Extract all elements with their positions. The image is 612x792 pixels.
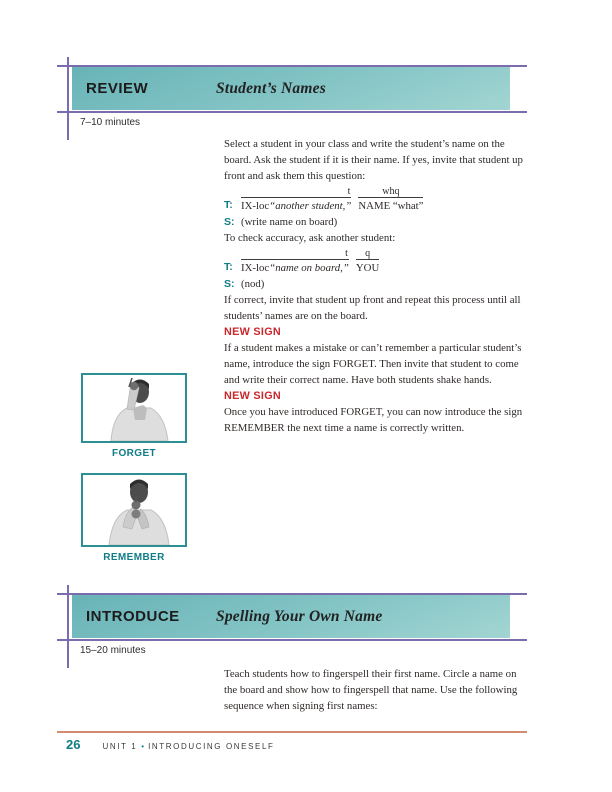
nonmanual-marker: t [347, 186, 351, 197]
introduce-label: INTRODUCE [86, 608, 180, 625]
introduce-duration: 15–20 minutes [80, 645, 146, 656]
photo-frame [81, 473, 187, 547]
student-action: (write name on board) [241, 216, 338, 228]
student-speaker-label: S: [224, 216, 235, 228]
dialogue-teacher-row [224, 248, 524, 275]
footer-meta [102, 742, 274, 751]
photo-frame [81, 373, 187, 443]
dialogue-student-row [224, 277, 524, 292]
paragraph: Select a student in your class and write the student’s name on the board. Ask the student if it is their name. If yes, invite that student up front and ask them this question: [224, 138, 523, 182]
footer-rule [57, 731, 527, 733]
review-section-bar [72, 67, 510, 110]
new-sign-paragraph: If a student makes a mistake or can’t remember a particular student’s name, introduce the sign FORGET. Then invite that student to come and write their correct name. Have both students shake hands. [224, 342, 522, 386]
paragraph: To check accuracy, ask another student: [224, 232, 396, 244]
purple-vertical-rule [67, 57, 69, 140]
figure-caption: FORGET [111, 448, 157, 459]
figure-caption: REMEMBER [103, 552, 165, 563]
review-body [224, 136, 524, 436]
student-action: (nod) [241, 278, 265, 290]
gloss-text: NAME “what” [358, 197, 423, 213]
gloss-group [241, 186, 351, 213]
gloss-line [241, 248, 386, 275]
gloss-text: IX-loc“name on board,” [241, 259, 349, 275]
student-speaker-label: S: [224, 278, 235, 290]
teacher-speaker-label: T: [224, 199, 233, 211]
paragraph: If correct, invite that student up front and repeat this process until all students’ names are on the board. [224, 294, 521, 322]
remember-figure [81, 473, 187, 563]
gloss-group [241, 248, 349, 275]
new-sign-paragraph: Once you have introduced FORGET, you can now introduce the sign REMEMBER the next time a name is correctly written. [224, 406, 523, 434]
page-number: 26 [66, 737, 81, 752]
paragraph: Teach students how to fingerspell their first name. Circle a name on the board and show how to fingerspell that name. Use the following sequence when signing first names: [224, 668, 518, 712]
footer-unit: UNIT 1 [102, 742, 138, 751]
nonmanual-marker: t [345, 248, 348, 259]
gloss-text: YOU [356, 259, 379, 275]
purple-vertical-rule [67, 585, 69, 668]
gloss-group [358, 186, 423, 213]
footer [66, 737, 275, 752]
introduce-section-bar [72, 595, 510, 638]
gloss-group [356, 248, 379, 275]
nonmanual-marker: q [365, 248, 371, 259]
footer-bullet: • [141, 742, 145, 751]
review-label: REVIEW [86, 80, 149, 97]
review-duration: 7–10 minutes [80, 117, 141, 128]
footer-section-title: INTRODUCING ONESELF [148, 742, 275, 751]
gloss-line [241, 186, 430, 213]
forget-sign-photo [83, 375, 185, 441]
purple-rule-bottom [57, 639, 527, 641]
dialogue-teacher-row [224, 186, 524, 213]
nonmanual-marker: whq [382, 186, 400, 197]
remember-sign-photo [83, 475, 185, 545]
dialogue-student-row [224, 215, 524, 230]
introduce-section-header [57, 585, 527, 655]
new-sign-heading: NEW SIGN [224, 390, 281, 402]
teacher-speaker-label: T: [224, 261, 233, 273]
new-sign-heading: NEW SIGN [224, 326, 281, 338]
purple-rule-bottom [57, 111, 527, 113]
introduce-body [224, 666, 524, 714]
introduce-title: Spelling Your Own Name [216, 607, 383, 625]
review-section-header [57, 57, 527, 127]
forget-figure [81, 373, 187, 459]
gloss-text: IX-loc“another student,” [241, 197, 351, 213]
review-title: Student’s Names [216, 79, 326, 97]
